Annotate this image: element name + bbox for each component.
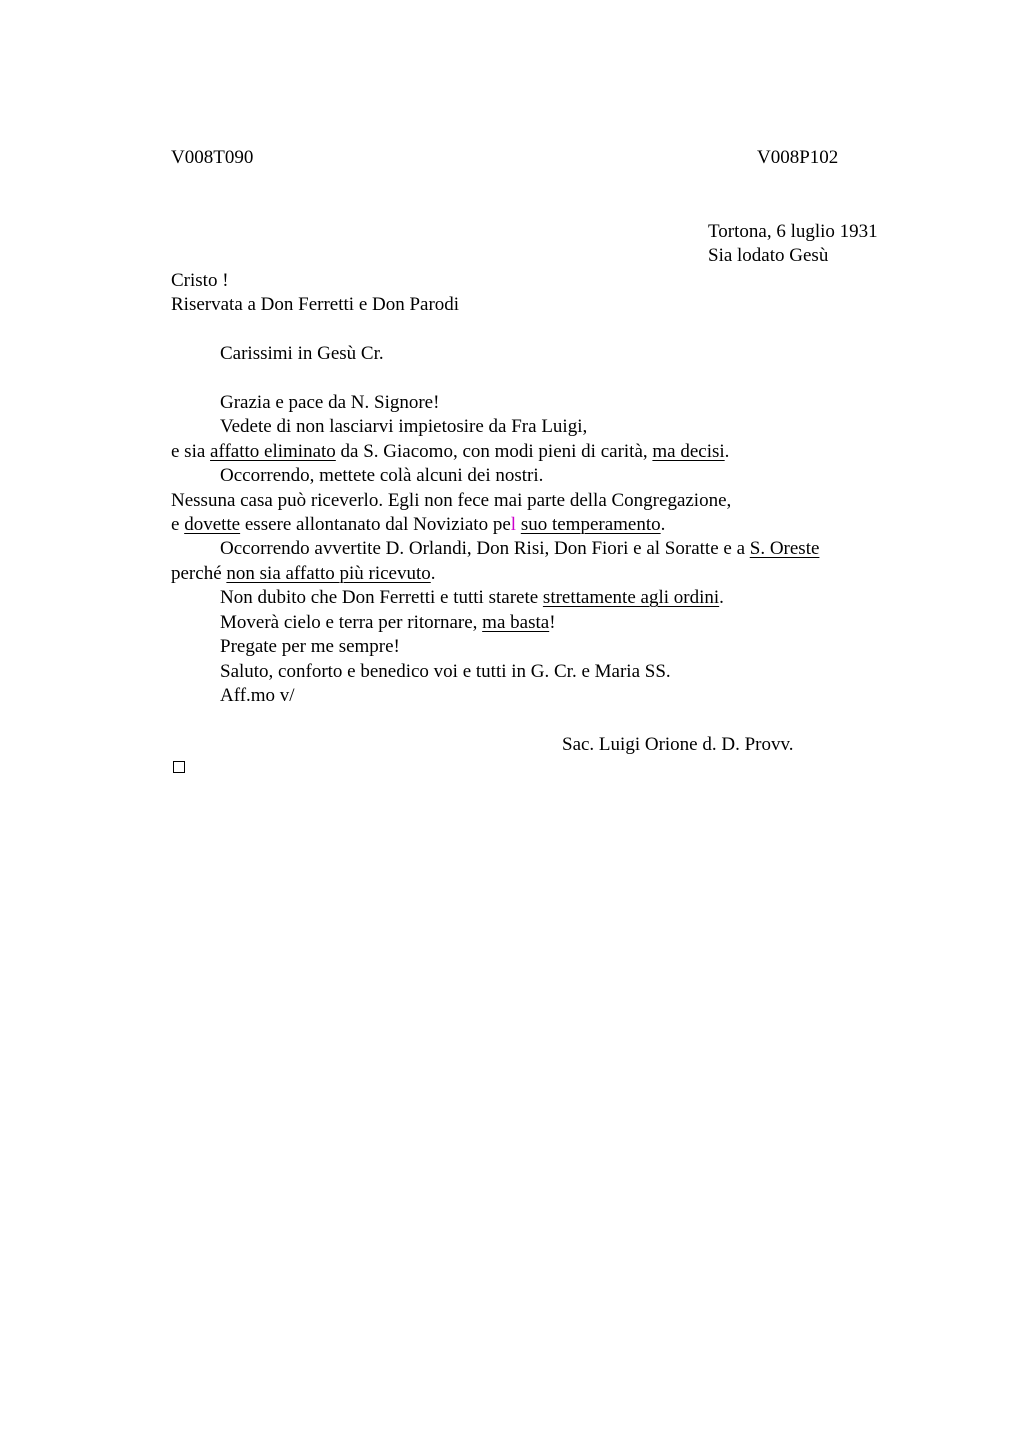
- text-segment: .: [724, 441, 730, 462]
- closing-line: Aff.mo v/: [220, 685, 295, 706]
- body-line-1: Grazia e pace da N. Signore!: [220, 392, 440, 413]
- document-code-left: V008T090: [171, 147, 254, 168]
- document-code-right: V008P102: [757, 147, 839, 168]
- text-segment: Non dubito che Don Ferretti e tutti starete: [220, 587, 543, 608]
- body-line-6: [171, 513, 665, 537]
- text-segment: e: [171, 514, 185, 535]
- underlined-text: affatto eliminato: [210, 441, 336, 462]
- text-segment: .: [430, 563, 436, 584]
- body-line-4: Occorrendo, mettete colà alcuni dei nostri.: [220, 465, 544, 486]
- text-segment: Moverà cielo e terra per ritornare,: [220, 612, 483, 633]
- text-segment: e sia: [171, 441, 211, 462]
- text-segment: da S. Giacomo, con modi pieni di carità,: [335, 441, 653, 462]
- text-segment: perché: [171, 563, 227, 584]
- signature: Sac. Luigi Orione d. D. Provv.: [562, 734, 794, 755]
- body-line-2: Vedete di non lasciarvi impietosire da Fra Luigi,: [220, 416, 588, 437]
- salutation: Carissimi in Gesù Cr.: [220, 343, 384, 364]
- invocation: Cristo !: [171, 270, 229, 291]
- text-segment: !: [549, 612, 556, 633]
- place-date: Tortona, 6 luglio 1931: [708, 221, 878, 242]
- text-segment: essere allontanato dal Noviziato pe: [240, 514, 511, 535]
- checkbox-square-icon: [173, 761, 185, 773]
- body-line-11: Pregate per me sempre!: [220, 636, 400, 657]
- text-segment: Occorrendo avvertite D. Orlandi, Don Risi, Don Fiori e al Soratte e a: [220, 538, 750, 559]
- greeting-line: Sia lodato Gesù: [708, 245, 829, 266]
- text-segment: .: [660, 514, 666, 535]
- underlined-text: ma basta: [482, 612, 550, 633]
- reserved-line: Riservata a Don Ferretti e Don Parodi: [171, 294, 460, 315]
- underlined-text: dovette: [184, 514, 241, 535]
- body-line-7: [220, 537, 819, 561]
- body-line-5: Nessuna casa può riceverlo. Egli non fece mai parte della Congregazione,: [171, 490, 732, 511]
- highlighted-letter: l: [510, 514, 517, 535]
- underlined-text: suo temperamento: [520, 514, 661, 535]
- underlined-text: S. Oreste: [749, 538, 820, 559]
- text-segment: .: [719, 587, 724, 608]
- body-line-9: [220, 586, 724, 610]
- body-line-12: Saluto, conforto e benedico voi e tutti in G. Cr. e Maria SS.: [220, 661, 671, 682]
- underlined-text: strettamente agli ordini: [542, 587, 720, 608]
- body-line-10: [220, 611, 556, 635]
- body-line-8: [171, 562, 436, 586]
- underlined-text: ma decisi: [652, 441, 725, 462]
- underlined-text: non sia affatto più ricevuto: [226, 563, 431, 584]
- body-line-3: [171, 440, 729, 464]
